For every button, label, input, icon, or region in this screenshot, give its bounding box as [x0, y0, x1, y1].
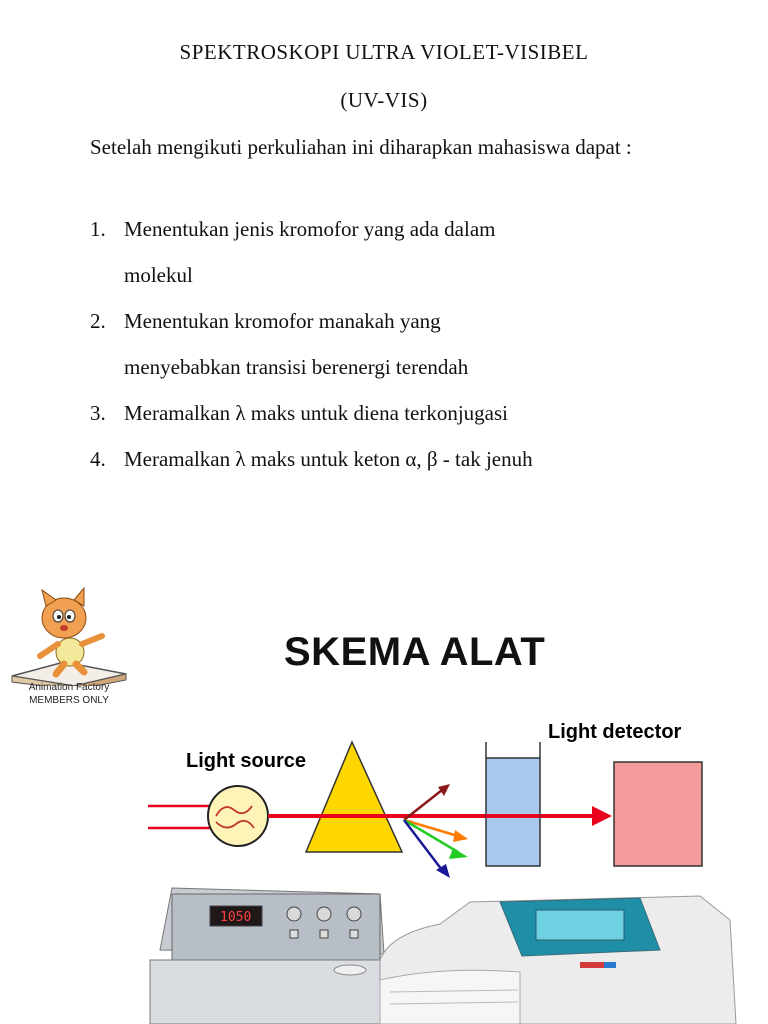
animation-factory-logo: [4, 586, 134, 716]
intro-text: Setelah mengikuti perkuliahan ini diharapkan mahasiswa dapat :: [90, 135, 632, 159]
instrument-display: 1050: [220, 910, 252, 925]
page-title: SPEKTROSKOPI ULTRA VIOLET-VISIBEL: [179, 40, 589, 64]
item-text: Menentukan jenis kromofor yang ada dalam: [124, 217, 496, 241]
item-text: Meramalkan λ maks untuk keton α, β - tak jenuh: [124, 447, 533, 471]
item-number: 1.: [90, 217, 106, 241]
list-item-continuation: [90, 344, 730, 390]
list-item: [90, 298, 730, 344]
section-heading: SKEMA ALAT: [284, 630, 546, 674]
item-text: menyebabkan transisi berenergi terendah: [124, 355, 469, 379]
logo-caption: MEMBERS ONLY: [29, 695, 109, 706]
page-subtitle: (UV-VIS): [340, 88, 428, 112]
uv-vis-schematic: [140, 712, 720, 888]
list-item-continuation: [90, 252, 730, 298]
item-number: 2.: [90, 309, 106, 333]
spectrophotometer-illustration: [140, 880, 740, 1024]
cat-mascot-icon: [4, 586, 134, 686]
light-detector-label: Light detector: [548, 721, 682, 743]
item-text: molekul: [124, 263, 193, 287]
detector-icon: [614, 762, 702, 866]
light-source-label: Light source: [186, 750, 307, 772]
objectives-list: [90, 206, 730, 482]
cuvette-icon: [486, 758, 540, 866]
item-number: 4.: [90, 447, 106, 471]
item-text: Menentukan kromofor manakah yang: [124, 309, 441, 333]
list-item: [90, 206, 730, 252]
item-text: Meramalkan λ maks untuk diena terkonjugasi: [124, 401, 508, 425]
item-number: 3.: [90, 401, 106, 425]
list-item: [90, 436, 730, 482]
list-item: [90, 390, 730, 436]
logo-caption: Animation Factory: [28, 682, 110, 693]
